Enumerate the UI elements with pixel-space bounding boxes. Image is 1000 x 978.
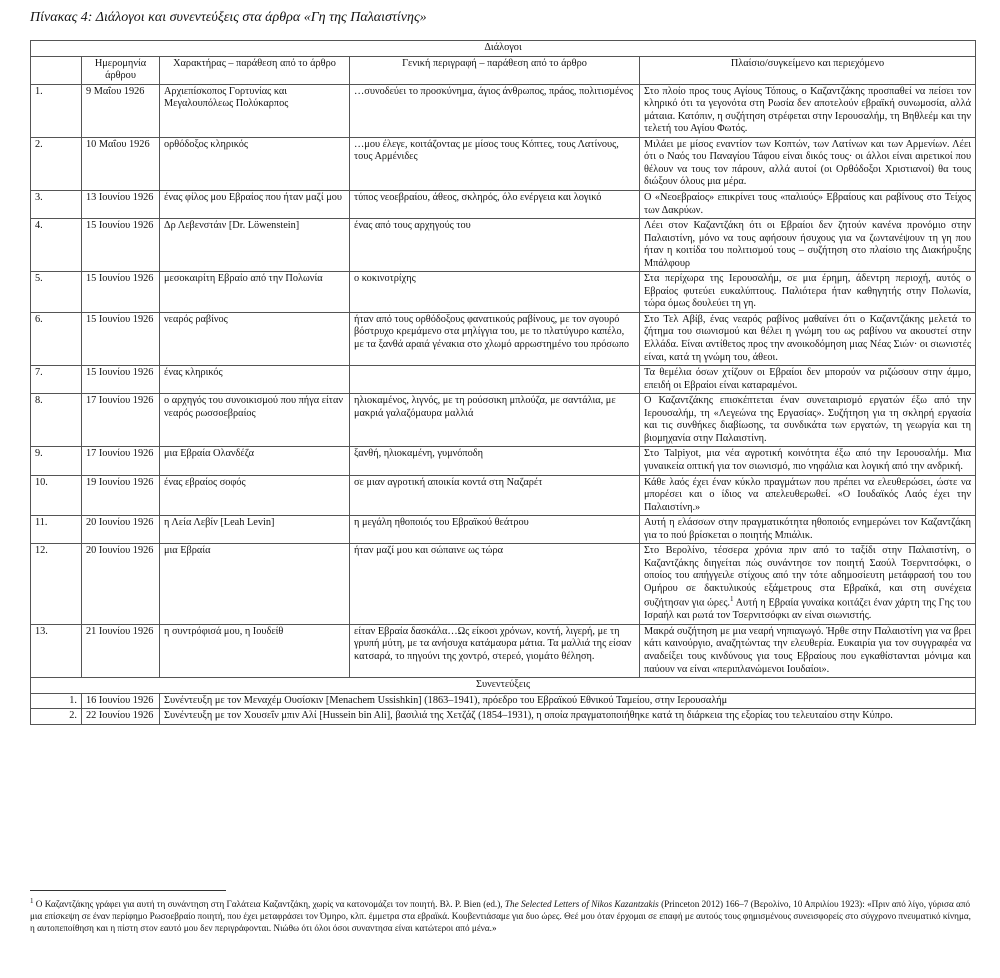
header-character: Χαρακτήρας – παράθεση από το άρθρο xyxy=(160,56,350,84)
row-number: 1. xyxy=(31,84,82,137)
row-context: Ο «Νεοεβραίος» επικρίνει τους «παλιούς» Εβραίους και ραβίνους στο Τείχος των Δακρύων. xyxy=(640,191,976,219)
row-description xyxy=(350,366,640,394)
row-number: 13. xyxy=(31,624,82,677)
row-context: Στο Τελ Αβίβ, ένας νεαρός ραβίνος μαθαίνει ότι ο Καζαντζάκης μελετά το ζήτημα του σιωνισμού και θέλει η γνώμη του ως ραβίνου να ακουστεί στην Ελλάδα. Είναι αντίθετος προς την ανοικοδόμηση μιας Νέας Σιών· οι σιωνιστές είναι, κατά τη γνώμη του, άθεοι. xyxy=(640,312,976,365)
row-date: 15 Ιουνίου 1926 xyxy=(82,219,160,272)
dialogue-row xyxy=(31,366,976,394)
row-date: 20 Ιουνίου 1926 xyxy=(82,516,160,544)
row-context: Στο πλοίο προς τους Αγίους Τόπους, ο Καζαντζάκης προσπαθεί να πείσει τον κληρικό ότι τα γεγονότα στη Ρωσία δεν αποτελούν εβραϊκή συνωμοσία, αλλά μάταια. Κατόπιν, η συζήτηση στρέφεται στην Ιερουσαλήμ, τη Βηθλεέμ και την τελετή του Αγίου Φωτός. xyxy=(640,84,976,137)
row-context: Αυτή η ελάσσων στην πραγματικότητα ηθοποιός ενημερώνει τον Καζαντζάκη για το πού βρίσκεται ο ποιητής Μπιάλικ. xyxy=(640,516,976,544)
row-date: 20 Ιουνίου 1926 xyxy=(82,544,160,625)
row-character: μεσοκαιρίτη Εβραίο από την Πολωνία xyxy=(160,272,350,313)
row-description: η μεγάλη ηθοποιός του Εβραϊκού θεάτρου xyxy=(350,516,640,544)
row-description: ένας από τους αρχηγούς του xyxy=(350,219,640,272)
section-dialogues: Διάλογοι xyxy=(31,41,976,57)
dialogue-row xyxy=(31,516,976,544)
dialogue-row xyxy=(31,84,976,137)
row-number: 12. xyxy=(31,544,82,625)
footnote-text-2: (Princeton 2012) 166–7 (Βερολίνο, 10 Απριλίου 1923): «Πριν από λίγο, γύρισα από μια επίσκεψη σε έναν περίφημο Ρωσοεβραίο ποιητή, που έχει μεταφράσει τον Όμηρο, κλπ. έμμετρα στα εβραϊκά. Κουβεντιάσαμε για δυο ώρες. Θεέ μου όταν έρχομαι σε επαφή με αυτούς τους φημισμένους συνεισφορείς στο σύγχρονο πνευματικό κίνημα, η αυτοπεποίθηση και η πίστη στον εαυτό μου δεν περιγράφονται. Νιώθω ότι όλοι όσοι συναντησα είναι κατώτεροι από μένα.» xyxy=(30,899,971,933)
interview-row xyxy=(31,709,976,725)
row-date: 17 Ιουνίου 1926 xyxy=(82,394,160,447)
row-character: μια Εβραία Ολανδέζα xyxy=(160,447,350,475)
footnote xyxy=(30,897,975,935)
row-character: ένας κληρικός xyxy=(160,366,350,394)
section-interviews: Συνεντεύξεις xyxy=(31,678,976,694)
row-character: ο αρχηγός του συνοικισμού που πήγα είταν νεαρός ρωσσοεβραίος xyxy=(160,394,350,447)
row-description: είταν Εβραία δασκάλα…Ως είκοσι χρόνων, κοντή, λιγερή, με τη γρυπή μύτη, με τα ανήσυχα κατάμαυρα μάτια. Τα μαλλιά της είσαν κατσαρά, το πηγούνι της χοντρό, στερεό, γιομάτο θέληση. xyxy=(350,624,640,677)
row-date: 21 Ιουνίου 1926 xyxy=(82,624,160,677)
row-number: 11. xyxy=(31,516,82,544)
row-description: ήταν μαζί μου και σώπαινε ως τώρα xyxy=(350,544,640,625)
dialogue-row xyxy=(31,447,976,475)
row-date: 13 Ιουνίου 1926 xyxy=(82,191,160,219)
row-description: ξανθή, ηλιοκαμένη, γυμνόποδη xyxy=(350,447,640,475)
header-row xyxy=(31,56,976,84)
footnote-book-title: The Selected Letters of Nikos Kazantzakis xyxy=(504,899,659,910)
row-description: …μου έλεγε, κοιτάζοντας με μίσος τους Κόπτες, τους Λατίνους, τους Αρμένιδες xyxy=(350,137,640,190)
header-description: Γενική περιγραφή – παράθεση από το άρθρο xyxy=(350,56,640,84)
context-text: Στο Βερολίνο, τέσσερα χρόνια πριν από το ταξίδι στην Παλαιστίνη, ο Καζαντζάκης διηγείται πώς συνάντησε τον ποιητή Σαούλ Τσερνιτσόφκι, ο οποίος του απήγγειλε στίχους από την τότε αδημοσίευτη μετάφρασή του του Ομήρου σε δακτυλικούς εξάμετρους στα Εβραϊκά, και στη συνέχεια συζήτησαν για ώρες. xyxy=(644,545,972,609)
dialogue-row xyxy=(31,191,976,219)
table-caption: Πίνακας 4: Διάλογοι και συνεντεύξεις στα άρθρα «Γη της Παλαιστίνης» xyxy=(30,10,427,25)
dialogue-row xyxy=(31,544,976,625)
row-context: Στο Talpiyot, μια νέα αγροτική κοινότητα έξω από την Ιερουσαλήμ. Μια γυναικεία οπτική για τον σιωνισμό, πιο νηφάλια και λογική από την ανδρική. xyxy=(640,447,976,475)
header-num xyxy=(31,56,82,84)
dialogue-row xyxy=(31,624,976,677)
row-description: σε μιαν αγροτική αποικία κοντά στη Ναζαρέτ xyxy=(350,475,640,516)
row-description: τύπος νεοεβραίου, άθεος, σκληρός, όλο ενέργεια και λογικό xyxy=(350,191,640,219)
row-date: 19 Ιουνίου 1926 xyxy=(82,475,160,516)
row-character: μια Εβραία xyxy=(160,544,350,625)
dialogue-row xyxy=(31,219,976,272)
row-context: Μιλάει με μίσος εναντίον των Κοπτών, των Λατίνων και των Αρμενίων. Λέει ότι ο Ναός του Παναγίου Τάφου είναι δικός τους· οι άλλοι είναι αιρετικοί που θέλουν να τους τον πάρουν, αλλά αυτοί (οι Ορθόδοξοι Χριστιανοί) θα τους διώξουν όλους μια μέρα. xyxy=(640,137,976,190)
dialogue-row xyxy=(31,394,976,447)
footnote-mark: 1 xyxy=(30,897,34,905)
row-number: 5. xyxy=(31,272,82,313)
interview-text: Συνέντευξη με τον Χουσεΐν μπιν Αλί [Hussein bin Ali], βασιλιά της Χετζάζ (1854–1931), η οποία πραγματοποιήθηκε κατά τη διάρκεια της εξορίας του τελευταίου στην Κύπρο. xyxy=(160,709,976,725)
row-description: ο κοκινοτρίχης xyxy=(350,272,640,313)
interview-text: Συνέντευξη με τον Μεναχέμ Ουσίσκιν [Menachem Ussishkin] (1863–1941), πρόεδρο του Εβραϊκού Εθνικού Ταμείου, στην Ιερουσαλήμ xyxy=(160,693,976,709)
dialogue-row xyxy=(31,312,976,365)
row-character: η Λεία Λεβίν [Leah Levin] xyxy=(160,516,350,544)
row-number: 8. xyxy=(31,394,82,447)
row-number: 2. xyxy=(31,137,82,190)
row-description: ηλιοκαμένος, λιγνός, με τη ρούσσικη μπλούζα, με σαντάλια, με μακριά γαλαζόμαυρα μαλλιά xyxy=(350,394,640,447)
row-date: 10 Μαΐου 1926 xyxy=(82,137,160,190)
row-description: ήταν από τους ορθόδοξους φανατικούς ραβίνους, με τον σγουρό βόστρυχο κρεμάμενο στα μηλίγγια του, με το πλατύγυρο καπέλο, με τα ξανθά αραιά γένακια στο χλωμό αρρωστημένο του πρόσωπο xyxy=(350,312,640,365)
row-date: 17 Ιουνίου 1926 xyxy=(82,447,160,475)
footnote-text-1: Ο Καζαντζάκης γράφει για αυτή τη συνάντηση στη Γαλάτεια Καζαντζάκη, χωρίς να κατονομάζει τον ποιητή. Βλ. P. Bien (ed.), xyxy=(33,899,505,910)
row-character: Αρχιεπίσκοπος Γορτυνίας και Μεγαλουπόλεως Πολύκαρπος xyxy=(160,84,350,137)
header-context: Πλαίσιο/συγκείμενο και περιεχόμενο xyxy=(640,56,976,84)
row-character: ορθόδοξος κληρικός xyxy=(160,137,350,190)
row-number: 7. xyxy=(31,366,82,394)
row-date: 16 Ιουνίου 1926 xyxy=(82,693,160,709)
footnote-rule xyxy=(30,890,226,891)
row-character: Δρ Λεβενστάιν [Dr. Löwenstein] xyxy=(160,219,350,272)
dialogue-row xyxy=(31,475,976,516)
row-context: Ο Καζαντζάκης επισκέπτεται έναν συνεταιρισμό εργατών έξω από την Ιερουσαλήμ, τη «Λεγεώνα της Εργασίας». Συζήτηση για τη σκληρή εργασία και τις συνθήκες διαβίωσης, τα συνδικάτα των εργατών, τη γεωργία και τη βιομηχανία στην Παλαιστίνη. xyxy=(640,394,976,447)
row-description: …συνοδεύει το προσκύνημα, άγιος άνθρωπος, πράος, πολιτισμένος xyxy=(350,84,640,137)
row-number: 6. xyxy=(31,312,82,365)
row-number: 3. xyxy=(31,191,82,219)
row-context: Στα περίχωρα της Ιερουσαλήμ, σε μια έρημη, άδεντρη περιοχή, αυτός ο Εβραίος φυτεύει ευκαλύπτους. Παλιότερα ήταν καθηγητής στην Πολωνία, τώρα όμως δουλεύει τη γη. xyxy=(640,272,976,313)
row-number: 2. xyxy=(31,709,82,725)
row-number: 1. xyxy=(31,693,82,709)
row-number: 10. xyxy=(31,475,82,516)
row-character: η συντρόφισά μου, η Ιουδείθ xyxy=(160,624,350,677)
row-character: νεαρός ραβίνος xyxy=(160,312,350,365)
row-date: 22 Ιουνίου 1926 xyxy=(82,709,160,725)
dialogues-table xyxy=(30,40,976,725)
row-number: 4. xyxy=(31,219,82,272)
row-date: 9 Μαΐου 1926 xyxy=(82,84,160,137)
row-date: 15 Ιουνίου 1926 xyxy=(82,272,160,313)
row-context: Κάθε λαός έχει έναν κύκλο πραγμάτων που πρέπει να ελευθερώσει, ώστε να μπορέσει και ο ίδιος να απελευθερωθεί. «Ο Ιουδαϊκός Λαός έχει την Παλαιστίνη.» xyxy=(640,475,976,516)
row-date: 15 Ιουνίου 1926 xyxy=(82,312,160,365)
row-context: Μακρά συζήτηση με μια νεαρή νηπιαγωγό. Ήρθε στην Παλαιστίνη για να βρει κάτι καινούργιο, αναζητώντας την ελευθερία. Ευκαιρία για τον συγγραφέα να αναδείξει τους κινδύνους για τους Εβραίους που εγκαθίστανται μόνιμα και παύουν να είναι «περιπλανώμενοι Ιουδαίοι». xyxy=(640,624,976,677)
row-character: ένας εβραίος σοφός xyxy=(160,475,350,516)
row-number: 9. xyxy=(31,447,82,475)
dialogue-row xyxy=(31,272,976,313)
header-date: Ημερομηνία άρθρου xyxy=(82,56,160,84)
interview-row xyxy=(31,693,976,709)
context-text-tail: Αυτή η Εβραία γυναίκα κοιτάζει έναν χάρτη της Γης του Ισραήλ και ρωτά τον Τσερνιτσόφκι αν είναι σιωνιστής. xyxy=(644,597,972,622)
dialogue-row xyxy=(31,137,976,190)
row-date: 15 Ιουνίου 1926 xyxy=(82,366,160,394)
row-context: Τα θεμέλια όσων χτίζουν οι Εβραίοι δεν μπορούν να ριζώσουν στην άμμο, επειδή οι Εβραίοι είναι καταραμένοι. xyxy=(640,366,976,394)
footnote-ref: 1 xyxy=(730,595,734,604)
row-context xyxy=(640,544,976,625)
row-context: Λέει στον Καζαντζάκη ότι οι Εβραίοι δεν ζητούν κανένα προνόμιο στην Παλαιστίνη, μόνο να τους αφήσουν ήσυχους για να ζωντανέψουν τη γη που ήταν η κοιτίδα του πολιτισμού τους – συζήτηση στο πλαίσιο της Διακήρυξης Μπάλφουρ xyxy=(640,219,976,272)
row-character: ένας φίλος μου Εβραίος που ήταν μαζί μου xyxy=(160,191,350,219)
